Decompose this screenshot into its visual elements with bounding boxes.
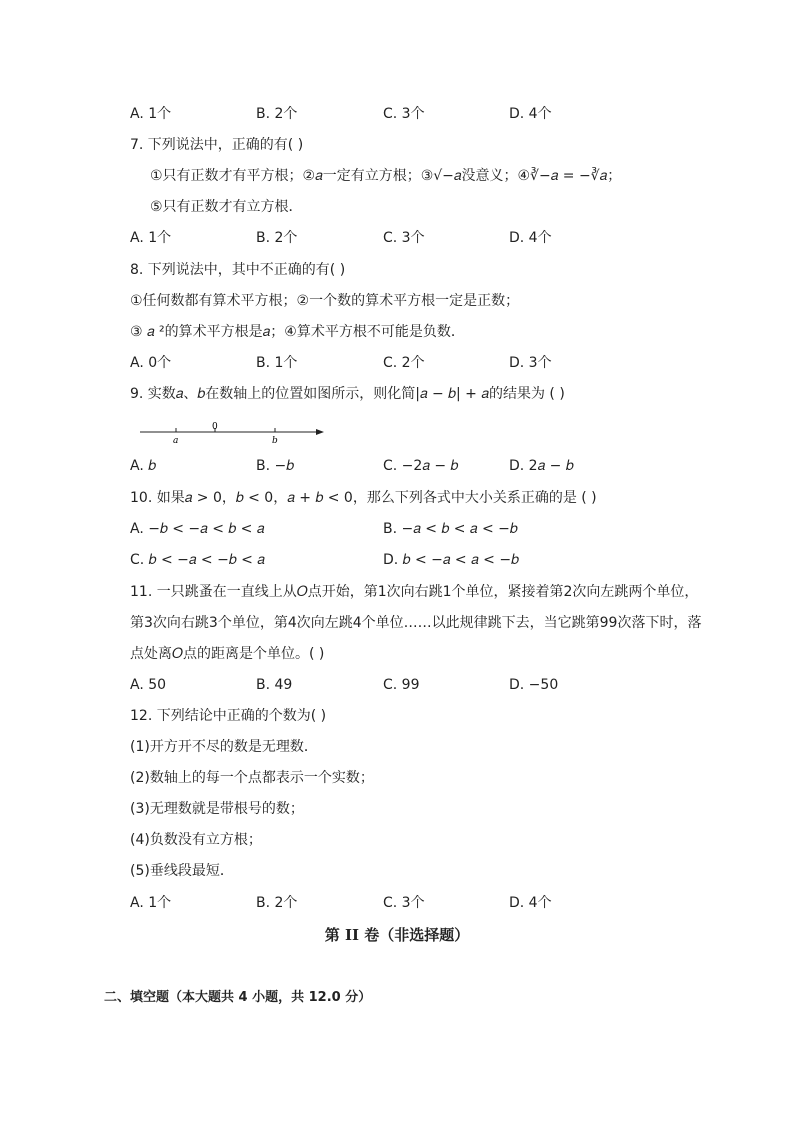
q7-option-a: A. 1个 [130, 230, 172, 246]
q12-item: (4)负数没有立方根； [130, 832, 262, 848]
number-line-arrow [316, 429, 324, 435]
q9-stem: 9. 实数𝑎、𝑏在数轴上的位置如图所示，则化简|𝑎 − 𝑏| + 𝑎的结果为 ( ) [130, 386, 565, 402]
q11-option-d: D. −50 [509, 677, 559, 693]
q8-statement-line1: ①任何数都有算术平方根；②一个数的算术平方根一定是正数； [130, 293, 520, 309]
q11-line1: 11. 一只跳蚤在一直线上从𝑂点开始，第1次向右跳1个单位，紧接着第2次向左跳两个单位， [130, 584, 699, 600]
label-a: a [173, 436, 179, 446]
q11-option-c: C. 99 [383, 677, 420, 693]
q9-option-a: A. 𝑏 [130, 458, 157, 474]
q12-option-b: B. 2个 [256, 895, 298, 911]
q10-option-a: A. −𝑏 < −𝑎 < 𝑏 < 𝑎 [130, 521, 265, 537]
label-b: b [272, 436, 278, 446]
q12-option-c: C. 3个 [383, 895, 425, 911]
q6-option-a: A. 1个 [130, 106, 172, 122]
q11-option-b: B. 49 [256, 677, 293, 693]
q12-stem: 12. 下列结论中正确的个数为( ) [130, 708, 327, 724]
q12-item: (5)垂线段最短． [130, 863, 234, 879]
q12-option-d: D. 4个 [509, 895, 552, 911]
q10-option-c: C. 𝑏 < −𝑎 < −𝑏 < 𝑎 [130, 552, 265, 568]
q6-option-c: C. 3个 [383, 106, 425, 122]
q11-option-a: A. 50 [130, 677, 167, 693]
label-zero: 0 [212, 422, 218, 432]
q7-option-c: C. 3个 [383, 230, 425, 246]
q7-stem: 7. 下列说法中，正确的有( ) [130, 137, 304, 153]
q6-option-b: B. 2个 [256, 106, 298, 122]
q9-number-line [138, 420, 328, 446]
q8-statement-line2: ③ 𝑎 ²的算术平方根是𝑎；④算术平方根不可能是负数． [130, 324, 465, 340]
q8-option-b: B. 1个 [256, 355, 298, 371]
q8-option-a: A. 0个 [130, 355, 172, 371]
q10-option-d: D. 𝑏 < −𝑎 < 𝑎 < −𝑏 [383, 552, 519, 568]
section2-heading: 二、填空题（本大题共 4 小题，共 12.0 分） [104, 990, 372, 1005]
q10-option-b: B. −𝑎 < 𝑏 < 𝑎 < −𝑏 [383, 521, 518, 537]
section-title: 第 II 卷（非选择题） [324, 926, 470, 944]
q10-stem: 10. 如果𝑎 > 0，𝑏 < 0，𝑎 + 𝑏 < 0，那么下列各式中大小关系正确的是 ( ) [130, 490, 597, 506]
q9-option-c: C. −2𝑎 − 𝑏 [383, 458, 459, 474]
q8-option-d: D. 3个 [509, 355, 552, 371]
q6-option-d: D. 4个 [509, 106, 552, 122]
q7-statement-line2: ⑤只有正数才有立方根． [150, 199, 303, 215]
q12-item: (3)无理数就是带根号的数； [130, 801, 304, 817]
q8-option-c: C. 2个 [383, 355, 425, 371]
q11-line3: 点处离𝑂点的距离是个单位。( ) [130, 646, 325, 662]
q11-line2: 第3次向右跳3个单位，第4次向左跳4个单位……以此规律跳下去，当它跳第99次落下时，落 [130, 615, 702, 631]
q12-item: (1)开方开不尽的数是无理数． [130, 739, 318, 755]
q9-option-b: B. −𝑏 [256, 458, 295, 474]
q8-stem: 8. 下列说法中，其中不正确的有( ) [130, 262, 346, 278]
q12-item: (2)数轴上的每一个点都表示一个实数； [130, 770, 374, 786]
q7-option-b: B. 2个 [256, 230, 298, 246]
q9-option-d: D. 2𝑎 − 𝑏 [509, 458, 574, 474]
q7-option-d: D. 4个 [509, 230, 552, 246]
q7-statement-line1: ①只有正数才有平方根；②𝑎一定有立方根；③√−𝑎没意义；④∛−𝑎 = −∛𝑎； [150, 168, 622, 184]
q12-option-a: A. 1个 [130, 895, 172, 911]
